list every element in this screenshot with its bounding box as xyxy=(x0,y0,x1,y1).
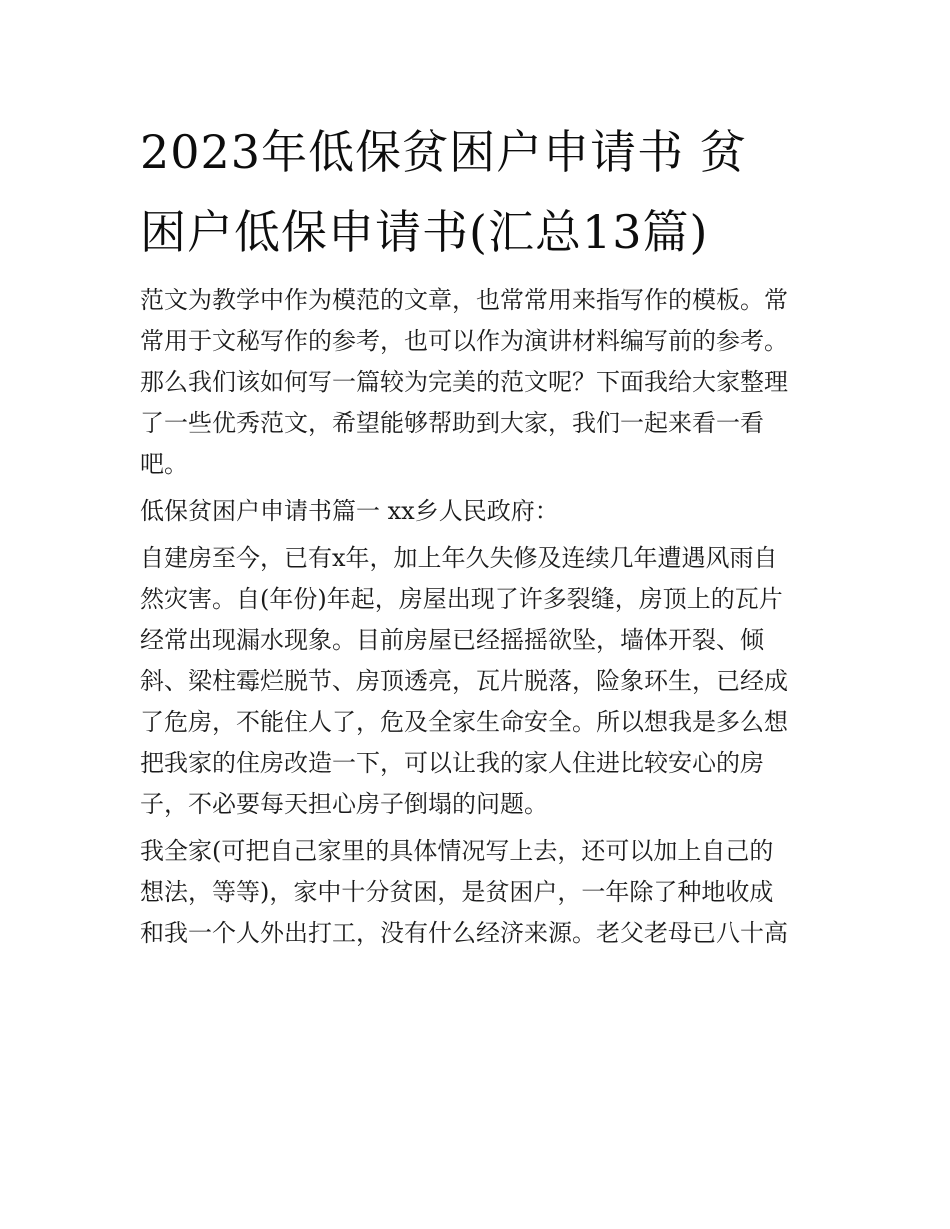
family-paragraph xyxy=(140,831,820,954)
text-line: 了危房，不能住人了，危及全家生命安全。所以想我是多么想 xyxy=(140,708,788,736)
text-line: 了一些优秀范文，希望能够帮助到大家，我们一起来看一看 xyxy=(140,409,764,437)
text-line: 那么我们该如何写一篇较为完美的范文呢？下面我给大家整理 xyxy=(140,368,788,396)
text-line: 和我一个人外出打工，没有什么经济来源。老父老母已八十高 xyxy=(140,919,788,947)
title-line-2: 困户低保申请书(汇总13篇) xyxy=(140,205,709,259)
text-line: 吧。 xyxy=(140,450,188,478)
text-line: 想法，等等)，家中十分贫困，是贫困户，一年除了种地收成 xyxy=(140,878,774,906)
housing-paragraph xyxy=(140,538,820,825)
text-line: 斜、梁柱霉烂脱节、房顶透亮，瓦片脱落，险象环生，已经成 xyxy=(140,667,788,695)
text-line: 自建房至今，已有x年，加上年久失修及连续几年遭遇风雨自 xyxy=(140,544,778,572)
text-line: 我全家(可把自己家里的具体情况写上去，还可以加上自己的 xyxy=(140,837,774,865)
intro-paragraph xyxy=(140,280,820,485)
text-line: 然灾害。自(年份)年起，房屋出现了许多裂缝，房顶上的瓦片 xyxy=(140,585,783,613)
section-heading-paragraph xyxy=(140,491,820,532)
text-line: 经常出现漏水现象。目前房屋已经摇摇欲坠，墙体开裂、倾 xyxy=(140,626,764,654)
text-line: 常用于文秘写作的参考，也可以作为演讲材料编写前的参考。 xyxy=(140,327,788,355)
text-line: 低保贫困户申请书篇一 xx乡人民政府： xyxy=(140,497,559,525)
document-title xyxy=(140,112,820,272)
text-line: 子，不必要每天担心房子倒塌的问题。 xyxy=(140,790,548,818)
title-line-1: 2023年低保贫困户申请书 贫 xyxy=(140,125,747,179)
text-line: 把我家的住房改造一下，可以让我的家人住进比较安心的房 xyxy=(140,749,764,777)
text-line: 范文为教学中作为模范的文章，也常常用来指写作的模板。常 xyxy=(140,286,788,314)
document-body xyxy=(140,280,820,954)
